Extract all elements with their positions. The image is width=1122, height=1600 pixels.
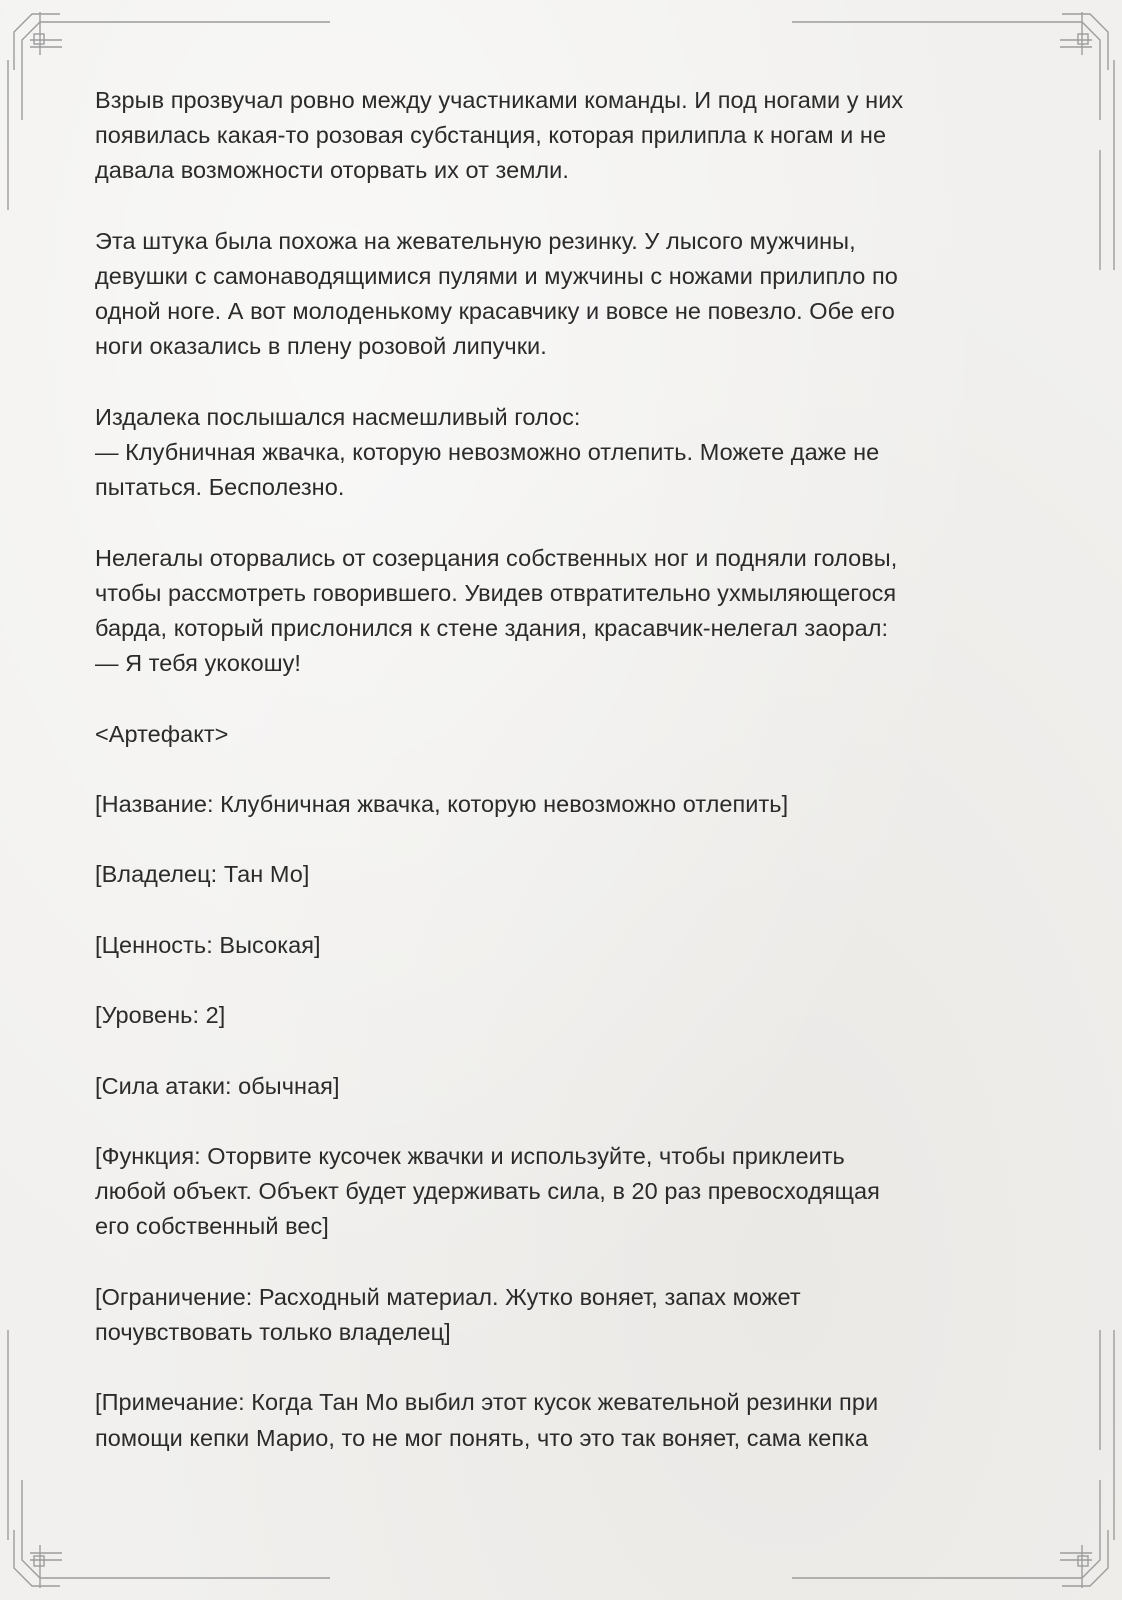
artifact-note: [Примечание: Когда Тан Мо выбил этот кусок жевательной резинки при помощи кепки Марио, то не мог понять, что это так воняет, сама кепка (95, 1389, 879, 1451)
artifact-level: [Уровень: 2] (95, 1002, 226, 1029)
document-body (95, 83, 1030, 1491)
artifact-heading: <Артефакт> (95, 720, 229, 747)
artifact-function: [Функция: Оторвите кусочек жвачки и используйте, чтобы приклеить любой объект. Объект будет удерживать сила, в 20 раз превосходящая его собственный вес] (95, 1142, 880, 1240)
paragraph: Издалека послышался насмешливый голос: — Клубничная жвачка, которую невозможно отлепить. Можете даже не пытаться. Бесполезно. (95, 403, 880, 501)
artifact-owner: [Владелец: Тан Мо] (95, 861, 310, 888)
artifact-name: [Название: Клубничная жвачка, которую невозможно отлепить] (95, 790, 789, 817)
paragraph: Нелегалы оторвались от созерцания собственных ног и подняли головы, чтобы рассмотреть говорившего. Увидев отвратительно ухмыляющегося барда, который прислонился к стене здания, красавчик-нелегал заорал: — Я тебя укокошу! (95, 544, 898, 677)
artifact-value: [Ценность: Высокая] (95, 931, 321, 958)
paragraph: Взрыв прозвучал ровно между участниками команды. И под ногами у них появилась какая-то розовая субстанция, которая прилипла к ногам и не давала возможности оторвать их от земли. (95, 87, 904, 184)
artifact-limitation: [Ограничение: Расходный материал. Жутко воняет, запах может почувствовать только владелец] (95, 1283, 801, 1345)
artifact-attack-power: [Сила атаки: обычная] (95, 1072, 340, 1099)
paragraph: Эта штука была похожа на жевательную резинку. У лысого мужчины, девушки с самонаводящимися пулями и мужчины с ножами прилипло по одной ноге. А вот молоденькому красавчику и вовсе не повезло. Обе его ноги оказались в плену розовой липучки. (95, 227, 898, 360)
